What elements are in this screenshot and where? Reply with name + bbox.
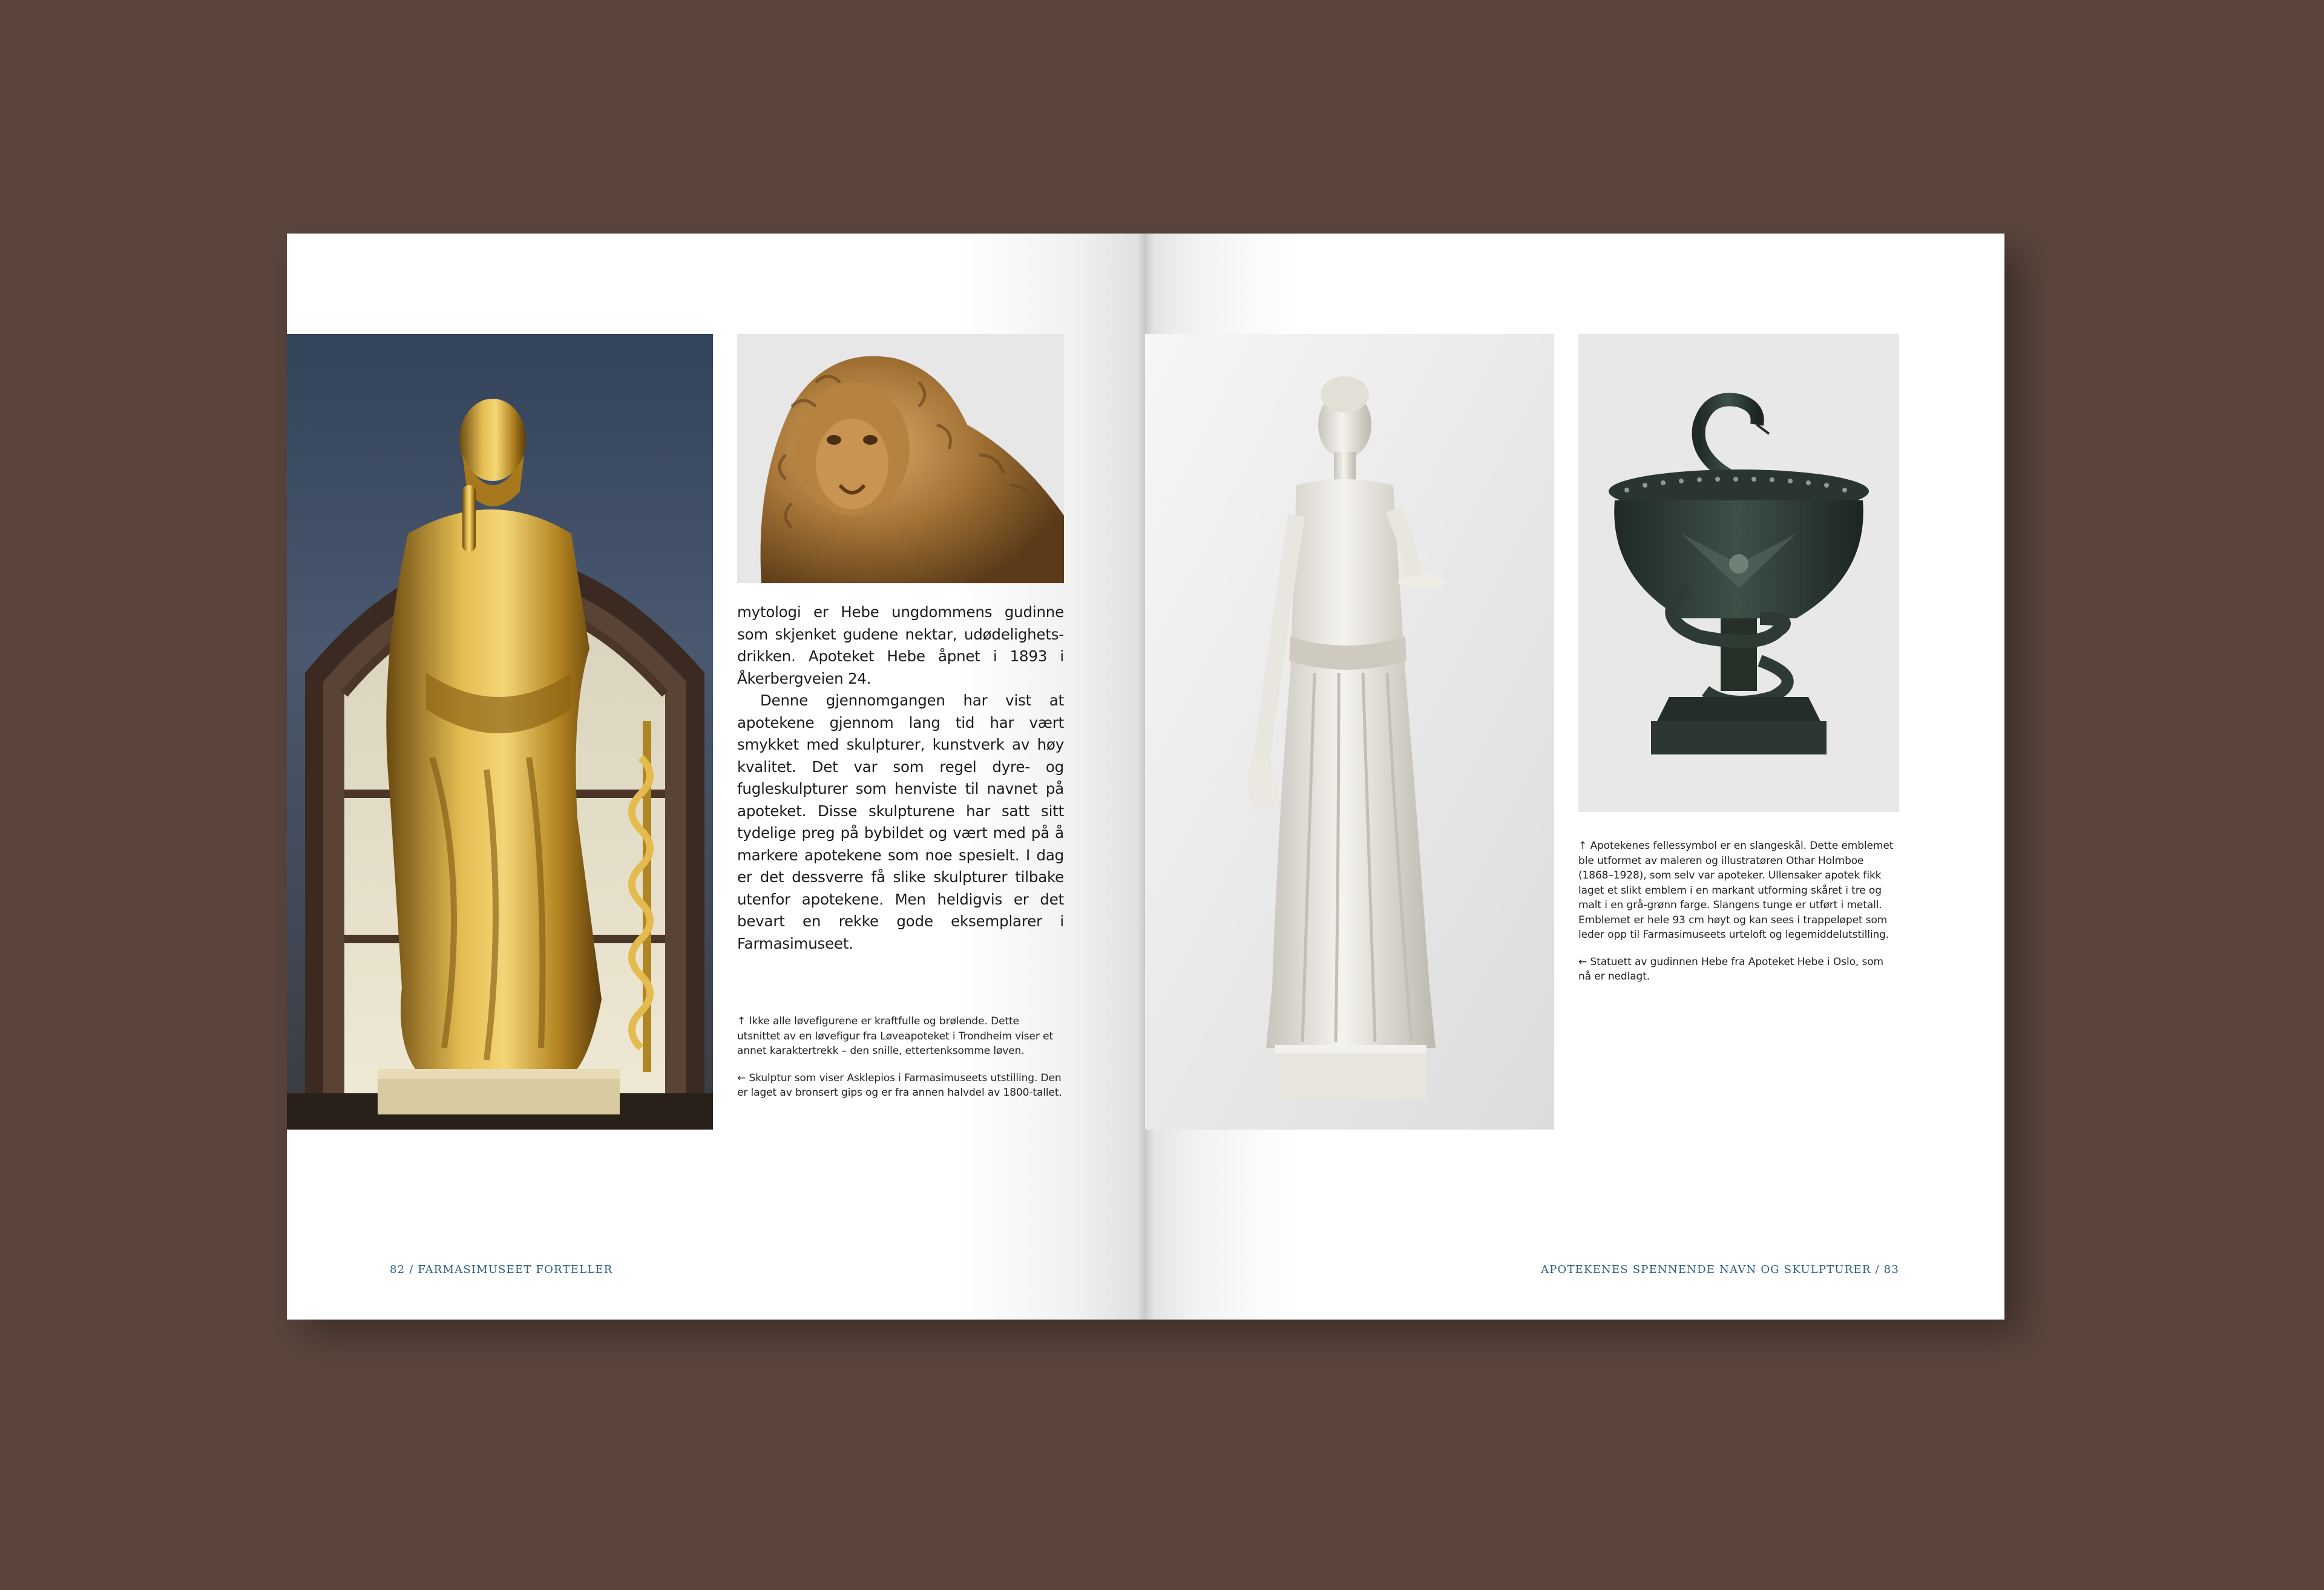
caption-asklepios: ← Skulptur som viser Asklepios i Farmasimuseets utstilling. Den er laget av bronsert gips og er fra annen halvdel av 1800-tallet. (737, 1071, 1062, 1099)
lion-sculpture-photo (737, 334, 1064, 583)
body-text (737, 601, 1064, 955)
asklepios-sculpture-photo (287, 334, 713, 1130)
caption-serpent-bowl: ↑ Apotekenes fellessymbol er en slangeskål. Dette emblemet ble utformet av maleren og illustratøren Othar Holmboe (1868–1928), som selv var apoteker. Ullensaker apotek fikk laget et slikt emblem i en markant utforming skåret i tre og malt i en grå-grønn farge. Slangens tunge er utført i metall. Emblemet er hele 93 cm høyt og kan sees i trappeløpet som leder opp til Farmasimuseets urteloft og legemiddelutstilling. (1578, 840, 1894, 941)
serpent-bowl-emblem-photo (1578, 334, 1899, 812)
right-captions (1578, 839, 1899, 996)
folio-right: APOTEKENES SPENNENDE NAVN OG SKULPTURER / 83 (1541, 1263, 1899, 1276)
body-paragraph: Denne gjennomgangen har vist at apotekene gjennom lang tid har vært smykket med skulpturer, kunstverk av høy kvalitet. Det var som regel dyre- og fugleskulpturer som henviste til navnet på apoteket. Disse skulpturene har satt sitt tydelige preg på bybildet og vært med på å markere apotekene som noe spesielt. I dag er det dessverre få slike skulpturer tilbake utenfor apotekene. Men heldigvis er det bevart en rekke gode eksemplarer i Farmasimuseet. (737, 692, 1064, 952)
body-paragraph: mytologi er Hebe ungdommens gudinne som skjenket gudene nektar, udødelighets-drikken. Apoteket Hebe åpnet i 1893 i Åkerbergveien 24. (737, 603, 1064, 687)
book-spread (287, 234, 2004, 1320)
caption-lion: ↑ Ikke alle løvefigurene er kraftfulle og brølende. Dette utsnittet av en løvefigur fra Løveapoteket i Trondheim viser et annet karaktertrekk – den snille, ettertenksomme løven. (737, 1015, 1054, 1057)
caption-hebe: ← Statuett av gudinnen Hebe fra Apoteket Hebe i Oslo, som nå er nedlagt. (1578, 955, 1884, 983)
left-captions (737, 1014, 1064, 1113)
hebe-statue-photo (1145, 334, 1554, 1130)
folio-left: 82 / FARMASIMUSEET FORTELLER (390, 1263, 613, 1276)
